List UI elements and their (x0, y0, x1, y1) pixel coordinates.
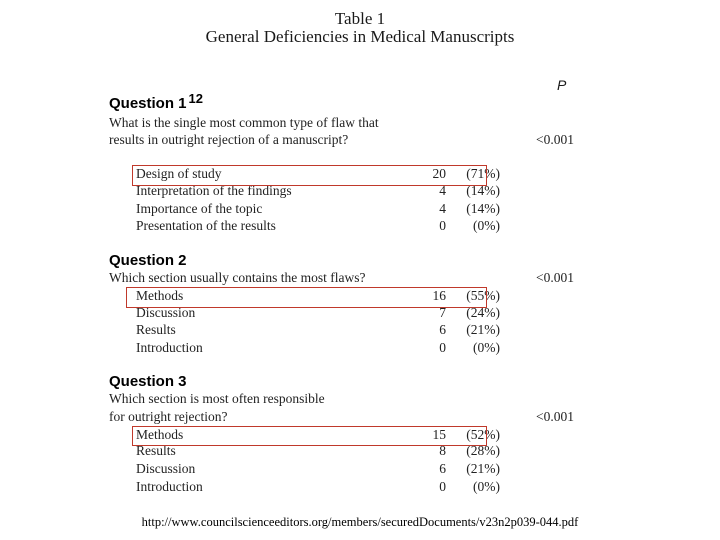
q2-row-count: 7 (439, 305, 446, 320)
question-3-prompt-line2: for outright rejection? (109, 409, 228, 424)
question-2-title: Question 2 (109, 252, 187, 269)
q3-row-count: 0 (439, 479, 446, 494)
table-title: General Deficiencies in Medical Manuscripts (205, 27, 515, 46)
q3-row-percent: (52%) (466, 427, 500, 442)
q2-row-percent: (24%) (466, 305, 500, 320)
question-1-p-value: <0.001 (536, 132, 574, 147)
q1-row-percent: (71%) (466, 166, 500, 181)
q3-row-count: 6 (439, 461, 446, 476)
question-1-title: Question 1 (109, 95, 187, 112)
q2-row-percent: (55%) (466, 288, 500, 303)
q1-row-label: Importance of the topic (136, 201, 263, 216)
q2-row-count: 6 (439, 322, 446, 337)
q3-row-percent: (28%) (466, 443, 500, 458)
q3-row-label: Results (136, 443, 176, 458)
source-url: http://www.councilscienceeditors.org/members/securedDocuments/v23n2p039-044.pdf (141, 515, 579, 529)
question-3-p-value: <0.001 (536, 409, 574, 424)
q2-highlight-box (126, 287, 487, 308)
question-1-reference: 12 (188, 91, 203, 106)
q3-row-label: Discussion (136, 461, 196, 476)
q1-row-percent: (0%) (473, 218, 500, 233)
q1-row-label: Design of study (136, 166, 222, 181)
question-2-p-value: <0.001 (536, 270, 574, 285)
q3-row-percent: (21%) (466, 461, 500, 476)
q3-highlight-box (132, 426, 487, 446)
q3-row-label: Methods (136, 427, 184, 442)
q2-row-label: Discussion (136, 305, 196, 320)
q1-row-count: 4 (439, 201, 446, 216)
q2-row-label: Introduction (136, 340, 203, 355)
q2-row-label: Results (136, 322, 176, 337)
q1-row-percent: (14%) (466, 201, 500, 216)
q2-row-count: 0 (439, 340, 446, 355)
q3-row-count: 15 (432, 427, 446, 442)
question-3-prompt-line1: Which section is most often responsible (109, 391, 325, 406)
q1-row-label: Interpretation of the findings (136, 183, 292, 198)
question-1-prompt-line2: results in outright rejection of a manuscript? (109, 132, 349, 147)
table-number: Table 1 (334, 9, 386, 28)
q1-row-count: 0 (439, 218, 446, 233)
q1-row-label: Presentation of the results (136, 218, 276, 233)
q2-row-label: Methods (136, 288, 184, 303)
q2-row-count: 16 (432, 288, 446, 303)
q2-row-percent: (0%) (473, 340, 500, 355)
question-1-heading (109, 91, 203, 112)
q1-row-count: 20 (432, 166, 446, 181)
question-1-prompt-line1: What is the single most common type of flaw that (109, 115, 379, 130)
q3-row-label: Introduction (136, 479, 203, 494)
q2-row-percent: (21%) (466, 322, 500, 337)
question-2-prompt-line1: Which section usually contains the most flaws? (109, 270, 366, 285)
q3-row-percent: (0%) (473, 479, 500, 494)
q1-row-percent: (14%) (466, 183, 500, 198)
q1-highlight-box (132, 165, 487, 186)
q3-row-count: 8 (439, 443, 446, 458)
question-3-title: Question 3 (109, 373, 187, 390)
q1-row-count: 4 (439, 183, 446, 198)
p-column-header: P (557, 77, 567, 93)
